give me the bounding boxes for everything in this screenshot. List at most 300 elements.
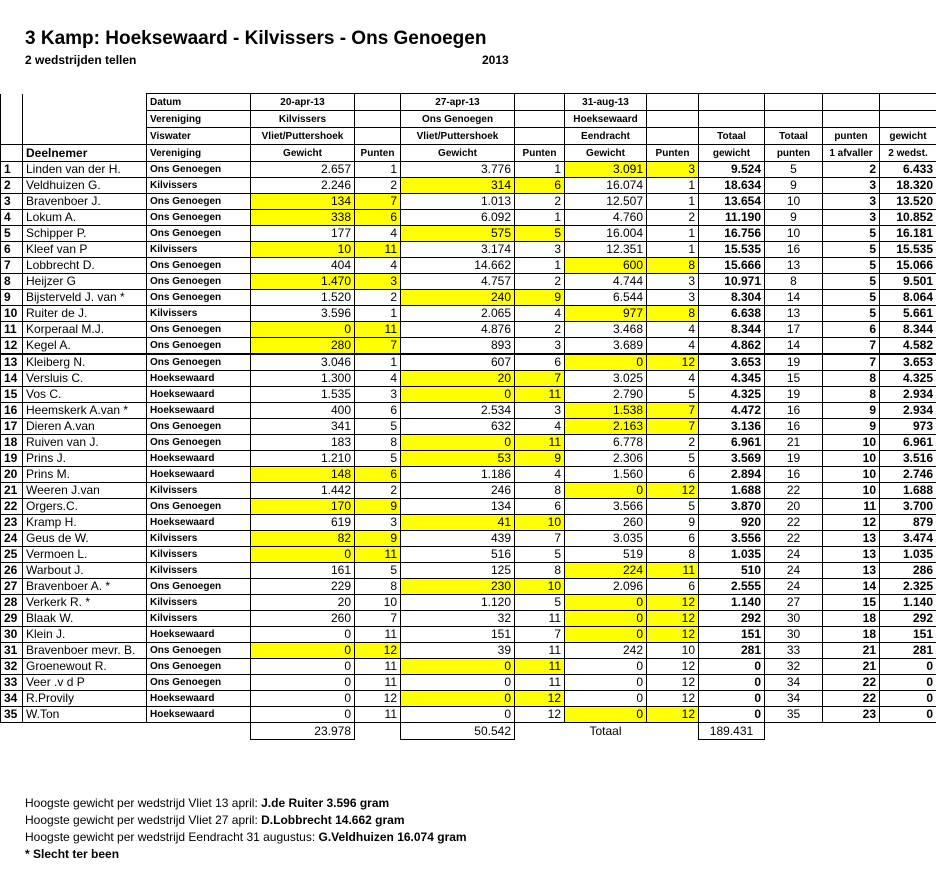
cell-tp: 19 [765,451,823,467]
cell-nr: 3 [1,194,23,210]
cell-p1: 5 [355,419,401,435]
cell-g2: 0 [401,691,515,707]
note-bold: G.Veldhuizen 16.074 gram [318,830,467,844]
cell-p2: 1 [515,258,565,274]
cell-g2: 0 [401,707,515,723]
footer-cell: 189.431 [699,723,765,740]
cell-tg: 1.140 [699,595,765,611]
table-row [1,274,936,290]
cell-name: W.Ton [23,707,147,723]
cell-g1: 1.535 [251,387,355,403]
cell-tg: 9.524 [699,162,765,178]
cell-club: Ons Genoegen [147,322,251,338]
table-row [1,627,936,643]
table-row [1,242,936,258]
cell-nr: 2 [1,178,23,194]
header-cell: Punten [647,145,699,162]
cell-p3: 8 [647,258,699,274]
header-cell: Datum [147,94,251,111]
cell-name: Verkerk R. * [23,595,147,611]
table-row [1,435,936,451]
cell-tp: 27 [765,595,823,611]
cell-nr: 28 [1,595,23,611]
cell-p2: 7 [515,627,565,643]
cell-tp: 8 [765,274,823,290]
cell-nr: 21 [1,483,23,499]
cell-tg: 281 [699,643,765,659]
cell-nr: 12 [1,338,23,355]
cell-g1: 280 [251,338,355,355]
header-row [1,94,936,111]
cell-pa: 22 [823,675,880,691]
cell-g1: 134 [251,194,355,210]
cell-pa: 5 [823,290,880,306]
header-cell: punten [823,128,880,145]
cell-p2: 8 [515,563,565,579]
cell-nr: 24 [1,531,23,547]
cell-p1: 1 [355,354,401,371]
cell-tp: 22 [765,483,823,499]
table-row [1,419,936,435]
cell-tp: 22 [765,515,823,531]
cell-nr: 19 [1,451,23,467]
cell-club: Ons Genoegen [147,258,251,274]
cell-p2: 6 [515,354,565,371]
cell-name: Heemskerk A.van * [23,403,147,419]
cell-p1: 12 [355,691,401,707]
cell-g1: 82 [251,531,355,547]
cell-p1: 5 [355,563,401,579]
cell-p2: 10 [515,515,565,531]
cell-g1: 1.442 [251,483,355,499]
cell-pa: 13 [823,531,880,547]
table-row [1,515,936,531]
cell-tp: 5 [765,162,823,178]
cell-pa: 15 [823,595,880,611]
cell-p3: 2 [647,210,699,226]
cell-p3: 12 [647,691,699,707]
cell-club: Ons Genoegen [147,643,251,659]
cell-pa: 12 [823,515,880,531]
cell-pa: 23 [823,707,880,723]
cell-g1: 0 [251,675,355,691]
cell-p2: 4 [515,467,565,483]
cell-pa: 3 [823,210,880,226]
cell-g3: 224 [565,563,647,579]
cell-g3: 242 [565,643,647,659]
cell-tg: 0 [699,659,765,675]
cell-p1: 8 [355,579,401,595]
cell-name: Prins J. [23,451,147,467]
header-cell: Eendracht [565,128,647,145]
cell-p1: 2 [355,178,401,194]
cell-p1: 1 [355,306,401,322]
cell-g2: 632 [401,419,515,435]
cell-g1: 1.470 [251,274,355,290]
footer-cell: Totaal [589,723,622,738]
cell-name: Bravenboer J. [23,194,147,210]
header-cell: Gewicht [401,145,515,162]
cell-gw: 3.653 [880,354,936,371]
cell-p3: 12 [647,659,699,675]
cell-g2: 3.174 [401,242,515,258]
table-row [1,306,936,322]
header-cell [515,111,565,128]
cell-tg: 4.472 [699,403,765,419]
cell-gw: 0 [880,659,936,675]
cell-p2: 5 [515,595,565,611]
cell-club: Kilvissers [147,563,251,579]
cell-nr: 11 [1,322,23,338]
header-cell [355,94,401,111]
cell-g1: 0 [251,322,355,338]
cell-name: Bijsterveld J. van * [23,290,147,306]
cell-p3: 7 [647,419,699,435]
cell-p2: 9 [515,290,565,306]
cell-g3: 2.306 [565,451,647,467]
cell-g2: 314 [401,178,515,194]
cell-g2: 2.534 [401,403,515,419]
cell-g3: 6.544 [565,290,647,306]
cell-p3: 12 [647,611,699,627]
cell-gw: 3.516 [880,451,936,467]
cell-nr: 25 [1,547,23,563]
cell-p2: 11 [515,643,565,659]
cell-tp: 32 [765,659,823,675]
cell-gw: 6.433 [880,162,936,178]
cell-tg: 2.894 [699,467,765,483]
cell-name: Warbout J. [23,563,147,579]
cell-g3: 6.778 [565,435,647,451]
cell-club: Hoeksewaard [147,627,251,643]
footer-cell [823,723,880,740]
cell-g1: 338 [251,210,355,226]
cell-g3: 0 [565,595,647,611]
cell-club: Ons Genoegen [147,579,251,595]
footer-row [1,723,936,740]
note-text: Hoogste gewicht per wedstrijd Vliet 13 april: [25,796,262,810]
cell-gw: 16.181 [880,226,936,242]
cell-club: Kilvissers [147,242,251,258]
cell-club: Kilvissers [147,306,251,322]
header-cell [647,94,699,111]
cell-p3: 1 [647,226,699,242]
cell-p1: 11 [355,659,401,675]
cell-g1: 404 [251,258,355,274]
cell-g3: 12.351 [565,242,647,258]
cell-club: Ons Genoegen [147,419,251,435]
cell-g2: 575 [401,226,515,242]
cell-p1: 11 [355,675,401,691]
cell-nr: 4 [1,210,23,226]
cell-g2: 151 [401,627,515,643]
header-cell: 2 wedst. [880,145,936,162]
cell-g2: 439 [401,531,515,547]
header-row [1,128,936,145]
cell-club: Hoeksewaard [147,387,251,403]
cell-pa: 5 [823,242,880,258]
cell-tp: 16 [765,467,823,483]
cell-g2: 125 [401,563,515,579]
cell-tg: 6.638 [699,306,765,322]
cell-pa: 13 [823,563,880,579]
header-cell: Totaal [699,128,765,145]
cell-club: Hoeksewaard [147,467,251,483]
header-cell [23,128,147,145]
footer-cell: 50.542 [401,723,515,740]
cell-name: Heijzer G [23,274,147,290]
cell-p1: 6 [355,467,401,483]
cell-p3: 12 [647,595,699,611]
cell-g3: 3.025 [565,371,647,387]
note-text: Hoogste gewicht per wedstrijd Eendracht 31 augustus: [25,830,319,844]
cell-club: Ons Genoegen [147,274,251,290]
cell-p2: 1 [515,162,565,178]
cell-pa: 7 [823,354,880,371]
cell-p3: 2 [647,435,699,451]
cell-tp: 16 [765,419,823,435]
cell-p2: 4 [515,306,565,322]
header-cell [647,111,699,128]
header-cell: 1 afvaller [823,145,880,162]
header-cell [880,94,936,111]
cell-g2: 246 [401,483,515,499]
cell-gw: 13.520 [880,194,936,210]
cell-p2: 7 [515,371,565,387]
table-row [1,403,936,419]
cell-nr: 29 [1,611,23,627]
cell-tp: 30 [765,627,823,643]
cell-tg: 920 [699,515,765,531]
footer-cell [1,723,23,740]
cell-name: Orgers.C. [23,499,147,515]
cell-p2: 5 [515,547,565,563]
cell-g1: 3.596 [251,306,355,322]
cell-club: Ons Genoegen [147,338,251,355]
cell-tp: 16 [765,242,823,258]
cell-nr: 34 [1,691,23,707]
cell-g2: 1.186 [401,467,515,483]
cell-tg: 1.035 [699,547,765,563]
cell-name: Korperaal M.J. [23,322,147,338]
cell-name: Linden van der H. [23,162,147,178]
table-row [1,595,936,611]
cell-g3: 4.760 [565,210,647,226]
cell-g3: 0 [565,611,647,627]
header-cell: 27-apr-13 [401,94,515,111]
cell-pa: 9 [823,403,880,419]
cell-pa: 11 [823,499,880,515]
cell-club: Ons Genoegen [147,290,251,306]
cell-p1: 11 [355,627,401,643]
header-cell [23,94,147,111]
header-cell: punten [765,145,823,162]
cell-pa: 3 [823,194,880,210]
table-row [1,563,936,579]
cell-g2: 0 [401,675,515,691]
cell-g1: 183 [251,435,355,451]
cell-g3: 2.163 [565,419,647,435]
cell-nr: 1 [1,162,23,178]
cell-g3: 600 [565,258,647,274]
cell-g1: 1.520 [251,290,355,306]
cell-p2: 11 [515,611,565,627]
cell-g3: 0 [565,627,647,643]
table-row [1,451,936,467]
cell-p3: 4 [647,338,699,355]
cell-nr: 33 [1,675,23,691]
cell-tg: 15.535 [699,242,765,258]
year: 2013 [482,53,509,67]
cell-gw: 4.325 [880,371,936,387]
cell-tp: 33 [765,643,823,659]
cell-p1: 11 [355,322,401,338]
cell-p3: 5 [647,451,699,467]
cell-club: Ons Genoegen [147,210,251,226]
table-row [1,178,936,194]
note-line [25,829,467,846]
cell-tg: 1.688 [699,483,765,499]
header-row [1,145,936,162]
table-row [1,691,936,707]
cell-tg: 6.961 [699,435,765,451]
cell-p1: 9 [355,499,401,515]
cell-pa: 10 [823,435,880,451]
note-line [25,812,467,829]
cell-nr: 35 [1,707,23,723]
footer-cell [765,723,823,740]
cell-p3: 12 [647,483,699,499]
cell-pa: 10 [823,451,880,467]
note-line [25,795,467,812]
cell-g2: 53 [401,451,515,467]
header-cell [823,111,880,128]
cell-name: Blaak W. [23,611,147,627]
cell-tp: 9 [765,210,823,226]
cell-pa: 6 [823,322,880,338]
cell-nr: 32 [1,659,23,675]
cell-gw: 0 [880,707,936,723]
cell-p3: 12 [647,354,699,371]
cell-gw: 879 [880,515,936,531]
cell-g2: 607 [401,354,515,371]
cell-tp: 15 [765,371,823,387]
cell-g1: 2.246 [251,178,355,194]
cell-gw: 8.064 [880,290,936,306]
footer-cell [147,723,251,740]
cell-g1: 0 [251,627,355,643]
cell-p1: 1 [355,162,401,178]
cell-p1: 6 [355,210,401,226]
cell-tp: 10 [765,226,823,242]
cell-pa: 21 [823,643,880,659]
cell-name: Veer .v d P [23,675,147,691]
cell-p3: 6 [647,579,699,595]
cell-club: Kilvissers [147,595,251,611]
cell-tp: 24 [765,547,823,563]
cell-gw: 15.535 [880,242,936,258]
cell-p1: 9 [355,531,401,547]
cell-tg: 3.556 [699,531,765,547]
footer-cell: 23.978 [251,723,355,740]
cell-tg: 18.634 [699,178,765,194]
cell-g3: 4.744 [565,274,647,290]
cell-nr: 18 [1,435,23,451]
cell-p3: 12 [647,627,699,643]
cell-gw: 3.700 [880,499,936,515]
cell-p2: 8 [515,483,565,499]
cell-p2: 7 [515,531,565,547]
cell-g3: 3.468 [565,322,647,338]
cell-g2: 39 [401,643,515,659]
cell-name: Schipper P. [23,226,147,242]
header-row [1,111,936,128]
cell-tg: 0 [699,675,765,691]
cell-nr: 16 [1,403,23,419]
cell-nr: 8 [1,274,23,290]
cell-name: R.Provily [23,691,147,707]
cell-g3: 260 [565,515,647,531]
subtitle: 2 wedstrijden tellen [25,53,137,67]
cell-p1: 11 [355,242,401,258]
cell-tp: 9 [765,178,823,194]
cell-g3: 3.566 [565,499,647,515]
header-cell [515,128,565,145]
cell-tp: 22 [765,531,823,547]
cell-p2: 11 [515,387,565,403]
table-row [1,226,936,242]
cell-p2: 11 [515,435,565,451]
cell-pa: 13 [823,547,880,563]
cell-g1: 0 [251,547,355,563]
cell-gw: 18.320 [880,178,936,194]
cell-tp: 13 [765,306,823,322]
cell-pa: 5 [823,258,880,274]
cell-club: Kilvissers [147,611,251,627]
cell-p1: 2 [355,290,401,306]
cell-tg: 3.653 [699,354,765,371]
cell-p3: 6 [647,467,699,483]
cell-p1: 8 [355,435,401,451]
cell-g2: 240 [401,290,515,306]
cell-p1: 4 [355,226,401,242]
cell-p2: 5 [515,226,565,242]
cell-p1: 7 [355,611,401,627]
table-row [1,531,936,547]
cell-nr: 20 [1,467,23,483]
cell-p3: 7 [647,403,699,419]
cell-p3: 10 [647,643,699,659]
cell-nr: 5 [1,226,23,242]
cell-g1: 177 [251,226,355,242]
cell-name: Bravenboer A. * [23,579,147,595]
cell-g1: 229 [251,579,355,595]
cell-p1: 4 [355,371,401,387]
header-cell [765,94,823,111]
cell-p1: 12 [355,643,401,659]
note-text: Hoogste gewicht per wedstrijd Vliet 27 april: [25,813,262,827]
cell-p2: 11 [515,659,565,675]
cell-p2: 3 [515,403,565,419]
cell-gw: 6.961 [880,435,936,451]
cell-p3: 6 [647,531,699,547]
header-cell [1,94,23,111]
cell-p1: 11 [355,707,401,723]
cell-tg: 510 [699,563,765,579]
table-row [1,483,936,499]
cell-gw: 0 [880,675,936,691]
cell-g2: 20 [401,371,515,387]
